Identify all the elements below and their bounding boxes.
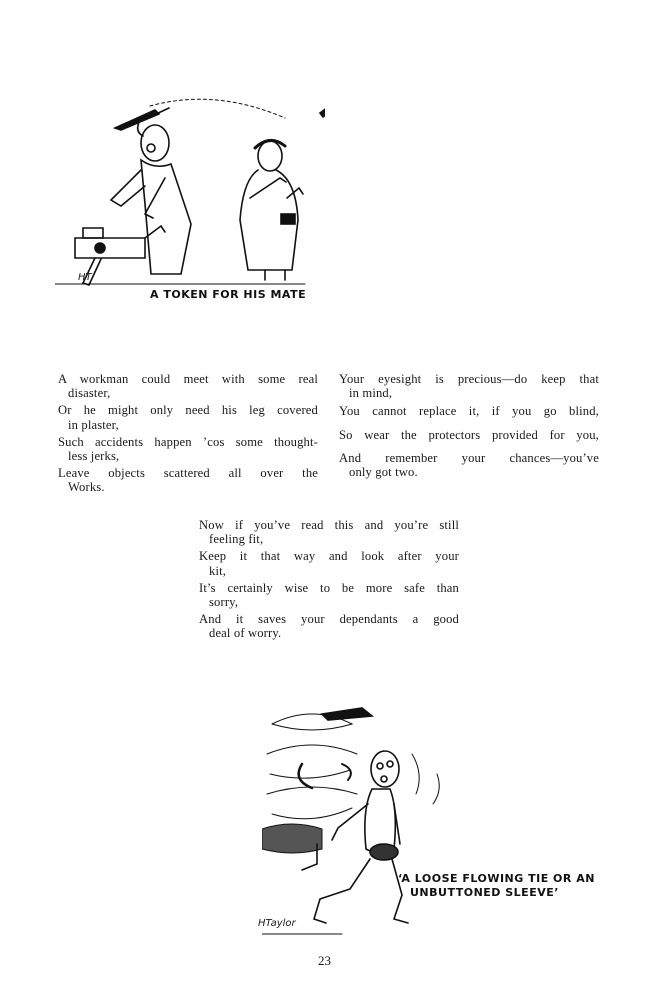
top-cartoon-caption: A TOKEN FOR HIS MATE [150,288,307,301]
top-cartoon-signature: HT [78,272,92,283]
bottom-cartoon-caption-line2: UNBUTTONED SLEEVE’ [410,886,559,899]
center-verse-column [199,518,459,644]
page-number: 23 [318,953,331,968]
left-verse-column [58,372,318,498]
verse-line: And it saves your dependants a good deal of worry. [199,612,459,641]
verse-line: So wear the protectors provided for you, [339,427,599,442]
verse-line: You cannot replace it, if you go blind, [339,404,599,419]
verse-line: Your eyesight is precious—do keep that in mind, [339,372,599,401]
verse-line: Or he might only need his leg covered in plaster, [58,403,318,432]
verse-line: Such accidents happen ’cos some thought- less jerks, [58,434,318,464]
verse-line: Keep it that way and look after your kit, [199,549,459,578]
right-verse-column [339,372,599,482]
bottom-cartoon-signature: HTaylor [258,918,296,929]
verse-line: A workman could meet with some real disaster, [58,372,318,401]
verse-line: It’s certainly wise to be more safe than sorry, [199,580,459,610]
bottom-cartoon-caption-line1: ‘A LOOSE FLOWING TIE OR AN [398,872,595,885]
verse-line: And remember your chances—you’ve only got two. [339,450,599,480]
verse-line: Leave objects scattered all over the Works. [58,466,318,495]
cartoon-loose-flowing-tie [262,694,462,944]
verse-line: Now if you’ve read this and you’re still feeling fit, [199,518,459,547]
cartoon-token-for-his-mate [55,88,325,288]
